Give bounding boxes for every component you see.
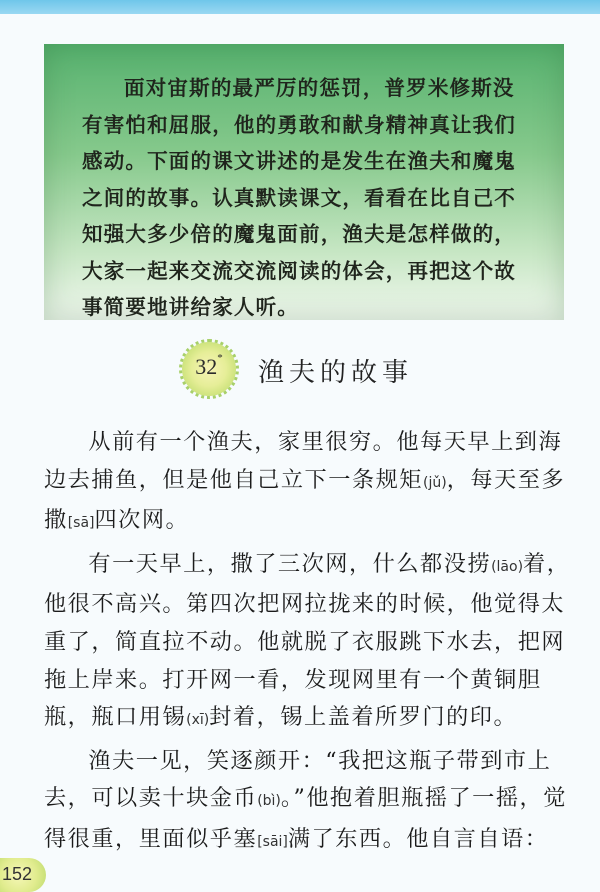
pinyin-note: [sā] (67, 515, 95, 532)
intro-box (44, 44, 564, 320)
paragraph-2: 有一天早上，撒了三次网，什么都没捞(lāo)着，他很不高兴。第四次把网拉拢来的时候，他觉得太重了，简直拉不动。他就脱了衣服跳下水去，把网拖上岸来。打开网一看，发现网里有一个黄铜胆瓶，瓶口用锡(xī)封着，锡上盖着所罗门的印。 (44, 550, 571, 731)
story-body (44, 424, 576, 865)
pinyin-note: [sāi] (257, 833, 288, 850)
self-study-mark: * (217, 352, 223, 364)
pinyin-note: (jǔ) (423, 474, 447, 491)
intro-text: 面对宙斯的最严厉的惩罚，普罗米修斯没有害怕和屈服，他的勇敢和献身精神真让我们感动。下面的课文讲述的是发生在渔夫和魔鬼之间的故事。认真默读课文，看看在比自己不知强大多少倍的魔鬼面前，渔夫是怎样做的，大家一起来交流交流阅读的体会，再把这个故事简要地讲给家人听。 (82, 76, 516, 319)
page-number: 152 (2, 864, 33, 884)
lesson-number-badge (182, 342, 236, 396)
lesson-heading (0, 340, 600, 394)
lesson-number: 32* (195, 352, 223, 379)
top-color-strip (0, 0, 600, 14)
paragraph-1: 从前有一个渔夫，家里很穷。他每天早上到海边去捕鱼，但是他自己立下一条规矩(jǔ)，每天至多撒[sā]四次网。 (44, 429, 566, 534)
lesson-title: 渔夫的故事 (258, 358, 414, 388)
page-number-badge (0, 858, 46, 892)
pinyin-note: (bì) (257, 793, 281, 810)
pinyin-note: (lāo) (491, 558, 524, 575)
paragraph-3: 渔夫一见，笑逐颜开：“我把这瓶子带到市上去，可以卖十块金币(bì)。”他抱着胆瓶摇了一摇，觉得很重，里面似乎塞[sāi]满了东西。他自言自语： (44, 747, 567, 852)
pinyin-note: (xī) (186, 712, 210, 729)
